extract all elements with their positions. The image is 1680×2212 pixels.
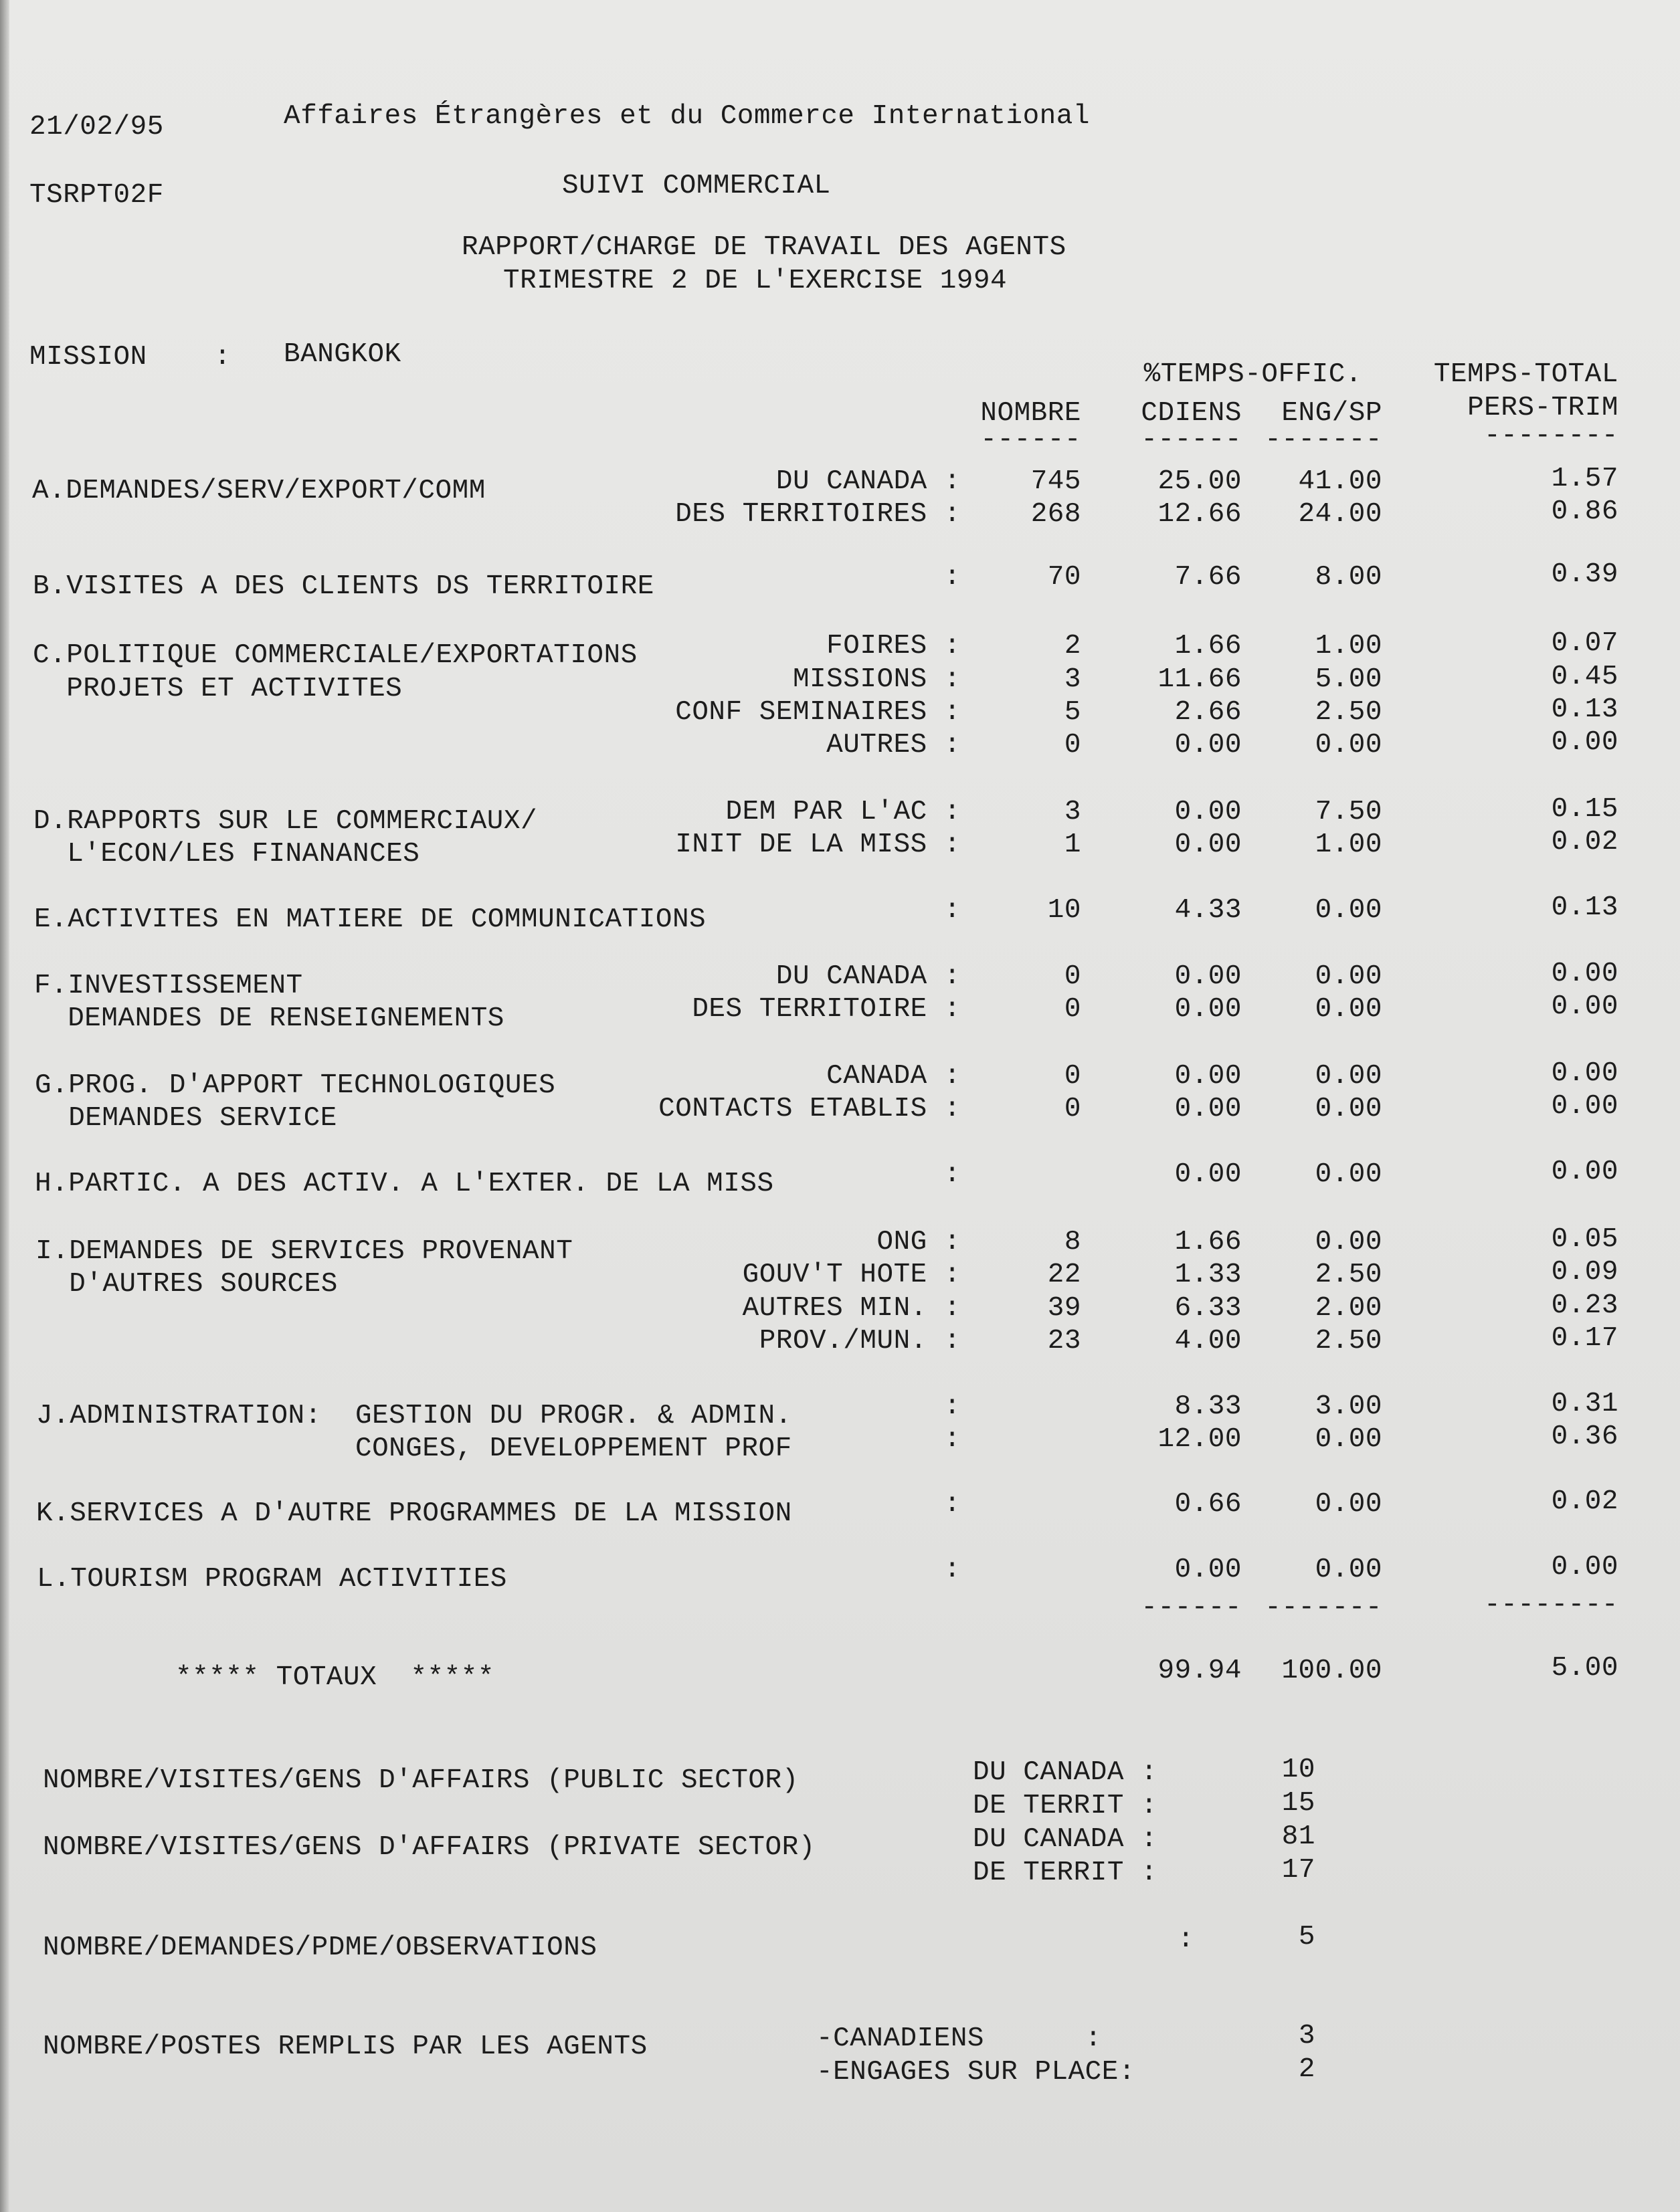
- row-cdiens: 25.00: [1157, 466, 1242, 497]
- footer-sublabel: DU CANADA :: [973, 1757, 1158, 1788]
- row-nombre: 70: [1047, 562, 1081, 593]
- footer-value: 2: [1298, 2054, 1315, 2085]
- row-cdiens: 0.66: [1174, 1489, 1242, 1520]
- row-cdiens: 7.66: [1174, 562, 1242, 593]
- row-cdiens: 0.00: [1174, 797, 1242, 827]
- row-sublabel: CONTACTS ETABLIS :: [658, 1094, 961, 1124]
- row-cdiens: 0.00: [1174, 1094, 1242, 1124]
- row-label: C.POLITIQUE COMMERCIALE/EXPORTATIONS: [33, 640, 638, 671]
- col-cdiens-underline: ------: [1141, 425, 1242, 456]
- footer-value: 15: [1281, 1788, 1315, 1819]
- row-perstrim: 0.00: [1551, 1157, 1618, 1187]
- report-title-line1: RAPPORT/CHARGE DE TRAVAIL DES AGENTS: [462, 232, 1066, 263]
- row-sublabel: :: [943, 1391, 961, 1422]
- col-cdiens: CDIENS: [1141, 398, 1242, 429]
- row-nombre: 22: [1047, 1260, 1081, 1290]
- total-cdiens: 99.94: [1157, 1655, 1242, 1686]
- row-label: A.DEMANDES/SERV/EXPORT/COMM: [32, 476, 486, 506]
- row-sublabel: MISSIONS :: [792, 664, 961, 695]
- row-cdiens: 1.33: [1174, 1260, 1242, 1290]
- row-cdiens: 6.33: [1174, 1293, 1242, 1324]
- col-group-offic: %TEMPS-OFFIC.: [1143, 359, 1362, 390]
- row-engsp: 0.00: [1315, 1227, 1382, 1258]
- row-sublabel: :: [943, 895, 961, 926]
- row-nombre: 3: [1064, 797, 1081, 827]
- row-engsp: 2.00: [1315, 1293, 1382, 1324]
- row-sublabel: :: [943, 1489, 961, 1520]
- row-label: L.TOURISM PROGRAM ACTIVITIES: [37, 1564, 507, 1595]
- col-group-total: TEMPS-TOTAL: [1433, 359, 1618, 390]
- footer-value: 17: [1281, 1855, 1315, 1886]
- col-perstrim-underline: --------: [1484, 421, 1618, 451]
- row-sublabel: AUTRES :: [826, 730, 961, 761]
- row-perstrim: 0.07: [1551, 628, 1618, 659]
- row-sublabel: DES TERRITOIRE :: [692, 994, 961, 1025]
- row-engsp: 0.00: [1315, 730, 1382, 761]
- row-perstrim: 0.05: [1551, 1224, 1618, 1255]
- row-sublabel: :: [943, 1554, 961, 1585]
- row-label: D.RAPPORTS SUR LE COMMERCIAUX/: [33, 806, 538, 837]
- row-perstrim: 0.23: [1551, 1290, 1618, 1321]
- footer-label: NOMBRE/VISITES/GENS D'AFFAIRS (PRIVATE SECTOR): [43, 1832, 816, 1863]
- row-sublabel: GOUV'T HOTE :: [742, 1260, 961, 1290]
- col-nombre: NOMBRE: [980, 398, 1081, 429]
- row-nombre: 0: [1064, 961, 1081, 992]
- row-cdiens: 0.00: [1174, 730, 1242, 761]
- row-cdiens: 12.66: [1157, 499, 1242, 530]
- row-perstrim: 0.00: [1551, 727, 1618, 758]
- row-label: L'ECON/LES FINANANCES: [33, 839, 420, 870]
- row-cdiens: 0.00: [1174, 829, 1242, 860]
- row-engsp: 2.50: [1315, 1260, 1382, 1290]
- mission-value: BANGKOK: [284, 339, 401, 370]
- row-engsp: 0.00: [1315, 1159, 1382, 1190]
- row-engsp: 0.00: [1315, 1061, 1382, 1092]
- row-cdiens: 0.00: [1174, 1159, 1242, 1190]
- col-engsp: ENG/SP: [1281, 398, 1382, 429]
- row-perstrim: 0.45: [1551, 662, 1618, 692]
- row-perstrim: 0.00: [1551, 991, 1618, 1022]
- row-sublabel: :: [943, 1159, 961, 1190]
- row-nombre: 0: [1064, 1061, 1081, 1092]
- report-date: 21/02/95: [29, 112, 164, 142]
- row-label: DEMANDES DE RENSEIGNEMENTS: [34, 1003, 504, 1034]
- row-perstrim: 0.13: [1551, 694, 1618, 725]
- row-nombre: 0: [1064, 994, 1081, 1025]
- row-engsp: 0.00: [1315, 1424, 1382, 1455]
- row-nombre: 3: [1064, 664, 1081, 695]
- row-perstrim: 0.86: [1551, 496, 1618, 527]
- row-sublabel: DES TERRITOIRES :: [675, 499, 961, 530]
- row-perstrim: 0.15: [1551, 794, 1618, 825]
- footer-sublabel: :: [1178, 1924, 1195, 1955]
- row-perstrim: 0.02: [1551, 827, 1618, 858]
- row-cdiens: 1.66: [1174, 1227, 1242, 1258]
- row-label: J.ADMINISTRATION: GESTION DU PROGR. & ADMIN.: [36, 1401, 792, 1431]
- row-perstrim: 0.09: [1551, 1257, 1618, 1288]
- row-nombre: 2: [1064, 631, 1081, 662]
- row-perstrim: 0.31: [1551, 1389, 1618, 1419]
- row-cdiens: 4.33: [1174, 895, 1242, 926]
- row-engsp: 8.00: [1315, 562, 1382, 593]
- row-sublabel: :: [943, 1424, 961, 1455]
- mission-label: MISSION :: [29, 342, 231, 373]
- row-engsp: 5.00: [1315, 664, 1382, 695]
- row-cdiens: 0.00: [1174, 1061, 1242, 1092]
- row-cdiens: 2.66: [1174, 697, 1242, 728]
- row-nombre: 5: [1064, 697, 1081, 728]
- row-engsp: 0.00: [1315, 1094, 1382, 1124]
- row-engsp: 1.00: [1315, 631, 1382, 662]
- footer-sublabel: DE TERRIT :: [973, 1791, 1158, 1821]
- row-engsp: 7.50: [1315, 797, 1382, 827]
- row-perstrim: 0.36: [1551, 1421, 1618, 1452]
- footer-sublabel: DE TERRIT :: [973, 1857, 1158, 1888]
- footer-value: 5: [1298, 1922, 1315, 1952]
- row-engsp: 0.00: [1315, 994, 1382, 1025]
- row-sublabel: INIT DE LA MISS :: [675, 829, 961, 860]
- row-perstrim: 0.39: [1551, 559, 1618, 590]
- footer-value: 81: [1281, 1821, 1315, 1852]
- footer-label: NOMBRE/DEMANDES/PDME/OBSERVATIONS: [43, 1932, 597, 1963]
- row-sublabel: DU CANADA :: [775, 961, 961, 992]
- row-engsp: 0.00: [1315, 1489, 1382, 1520]
- row-engsp: 0.00: [1315, 1554, 1382, 1585]
- row-sublabel: AUTRES MIN. :: [742, 1293, 961, 1324]
- row-nombre: 745: [1030, 466, 1081, 497]
- system-name: SUIVI COMMERCIAL: [562, 171, 831, 201]
- row-nombre: 10: [1047, 895, 1081, 926]
- row-cdiens: 12.00: [1157, 1424, 1242, 1455]
- row-cdiens: 1.66: [1174, 631, 1242, 662]
- row-nombre: 0: [1064, 1094, 1081, 1124]
- row-cdiens: 0.00: [1174, 961, 1242, 992]
- row-sublabel: CONF SEMINAIRES :: [675, 697, 961, 728]
- row-engsp: 0.00: [1315, 961, 1382, 992]
- row-nombre: 39: [1047, 1293, 1081, 1324]
- row-sublabel: PROV./MUN. :: [759, 1326, 961, 1356]
- footer-value: 10: [1281, 1754, 1315, 1785]
- col-engsp-underline: -------: [1265, 425, 1382, 456]
- total-engsp-underline: -------: [1265, 1593, 1382, 1623]
- row-engsp: 2.50: [1315, 697, 1382, 728]
- row-label: PROJETS ET ACTIVITES: [33, 674, 403, 704]
- report-code: TSRPT02F: [29, 180, 164, 211]
- row-cdiens: 8.33: [1174, 1391, 1242, 1422]
- row-perstrim: 0.02: [1551, 1486, 1618, 1517]
- total-engsp: 100.00: [1281, 1655, 1382, 1686]
- row-sublabel: FOIRES :: [826, 631, 961, 662]
- row-label: H.PARTIC. A DES ACTIV. A L'EXTER. DE LA MISS: [35, 1169, 774, 1199]
- row-label: K.SERVICES A D'AUTRE PROGRAMMES DE LA MISSION: [36, 1498, 792, 1529]
- row-cdiens: 0.00: [1174, 994, 1242, 1025]
- footer-sublabel: DU CANADA :: [973, 1824, 1158, 1855]
- row-engsp: 24.00: [1298, 499, 1382, 530]
- report-title-line2: TRIMESTRE 2 DE L'EXERCISE 1994: [503, 266, 1008, 296]
- totals-label: ***** TOTAUX *****: [175, 1662, 494, 1693]
- row-perstrim: 0.00: [1551, 1552, 1618, 1583]
- row-sublabel: DEM PAR L'AC :: [725, 797, 961, 827]
- row-engsp: 2.50: [1315, 1326, 1382, 1356]
- row-label: CONGES, DEVELOPPEMENT PROF: [36, 1433, 792, 1464]
- col-nombre-underline: ------: [980, 425, 1081, 456]
- row-perstrim: 0.13: [1551, 892, 1618, 923]
- row-nombre: 268: [1030, 499, 1081, 530]
- row-perstrim: 0.17: [1551, 1323, 1618, 1354]
- row-label: DEMANDES SERVICE: [35, 1103, 337, 1134]
- row-nombre: 0: [1064, 730, 1081, 761]
- row-cdiens: 4.00: [1174, 1326, 1242, 1356]
- row-engsp: 0.00: [1315, 895, 1382, 926]
- row-sublabel: DU CANADA :: [775, 466, 961, 497]
- footer-sublabel: -CANADIENS :: [816, 2023, 1102, 2054]
- footer-label: NOMBRE/POSTES REMPLIS PAR LES AGENTS: [43, 2031, 648, 2062]
- row-sublabel: CANADA :: [826, 1061, 961, 1092]
- row-engsp: 3.00: [1315, 1391, 1382, 1422]
- footer-sublabel: -ENGAGES SUR PLACE:: [816, 2057, 1135, 2088]
- total-perstrim-underline: --------: [1484, 1590, 1618, 1621]
- row-engsp: 1.00: [1315, 829, 1382, 860]
- total-cdiens-underline: ------: [1141, 1593, 1242, 1623]
- row-perstrim: 0.00: [1551, 959, 1618, 989]
- row-perstrim: 1.57: [1551, 464, 1618, 494]
- row-nombre: 1: [1064, 829, 1081, 860]
- total-perstrim: 5.00: [1551, 1653, 1618, 1684]
- footer-label: NOMBRE/VISITES/GENS D'AFFAIRS (PUBLIC SECTOR): [43, 1765, 799, 1796]
- row-engsp: 41.00: [1298, 466, 1382, 497]
- row-sublabel: ONG :: [876, 1227, 961, 1258]
- row-perstrim: 0.00: [1551, 1058, 1618, 1089]
- row-nombre: 8: [1064, 1227, 1081, 1258]
- row-label: B.VISITES A DES CLIENTS DS TERRITOIRE: [33, 571, 654, 602]
- page-binding-edge: [0, 0, 9, 2212]
- row-label: G.PROG. D'APPORT TECHNOLOGIQUES: [35, 1070, 556, 1101]
- row-perstrim: 0.00: [1551, 1091, 1618, 1122]
- row-cdiens: 0.00: [1174, 1554, 1242, 1585]
- row-label: E.ACTIVITES EN MATIERE DE COMMUNICATIONS: [34, 904, 707, 935]
- footer-value: 3: [1298, 2021, 1315, 2051]
- row-cdiens: 11.66: [1157, 664, 1242, 695]
- row-nombre: 23: [1047, 1326, 1081, 1356]
- row-sublabel: :: [943, 562, 961, 593]
- ministry-name: Affaires Étrangères et du Commerce International: [284, 101, 1090, 132]
- row-label: I.DEMANDES DE SERVICES PROVENANT: [35, 1236, 573, 1267]
- row-label: D'AUTRES SOURCES: [35, 1269, 338, 1300]
- row-label: F.INVESTISSEMENT: [34, 971, 303, 1001]
- col-perstrim: PERS-TRIM: [1467, 393, 1618, 423]
